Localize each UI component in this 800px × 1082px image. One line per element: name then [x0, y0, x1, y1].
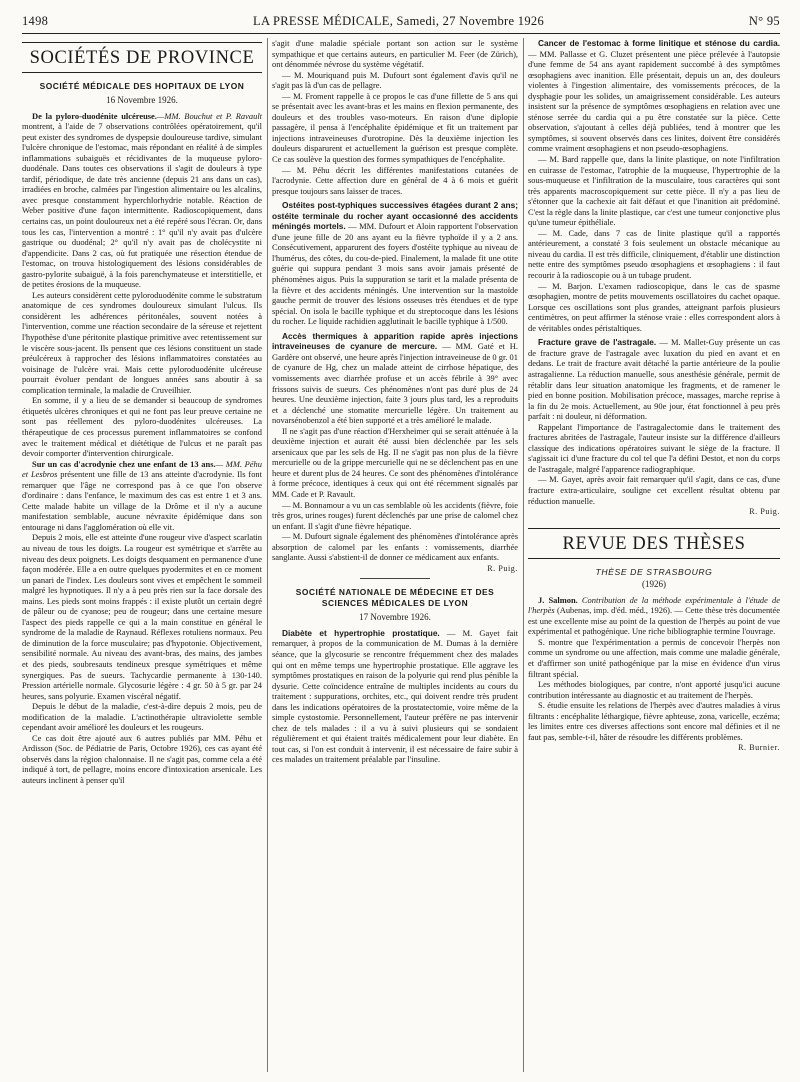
article-paragraph: — M. Dufourt signale également des phénomènes d'intolérance après absorption de calomel par les enfants : vomissements, diarrhée sanglante. Aussi s'abstient-il de donner ce médicament aux enfants.: [272, 531, 518, 563]
thesis-year: (1926): [642, 579, 666, 590]
journal-title: LA PRESSE MÉDICALE, Samedi, 27 Novembre 1926: [253, 14, 544, 28]
article-paragraph: Les méthodes biologiques, par contre, n'ont apporté jusqu'ici aucune contribution intéressante au diagnostic et au traitement de l'herpès.: [528, 679, 780, 700]
article-paragraph: — M. Cade, dans 7 cas de linite plastique qu'il a rapportés antérieurement, a constaté 3 fois seulement un obstacle mécanique au niveau du cardia. Il est très difficile, cliniquement, d'établir une distinction nette entre des symptômes pseudo œsophagiens et œsophagiens : il faut recourir à la radioscopie ou à un tubage prudent.: [528, 227, 780, 281]
header-rule: [22, 33, 780, 34]
society-heading: SOCIÉTÉ NATIONALE DE MÉDECINE ET DES SCIENCES MÉDICALES DE LYON: [295, 587, 495, 609]
article-paragraph: Sur un cas d'acrodynie chez une enfant de 13 ans.— MM. Péhu et Lesbros présentent une fille de 13 ans atteinte d'acrodynie. Ils font remarquer que l'âge ne correspond pas à ce que l'on observe d'ordinaire : dans l'enfance, le maximum des cas est entre 1 et 3 ans. Cette malade habite un village de la Drôme et il n'y a aucune manifestation semblable, aucune névraxite épidémique dans son entourage ni dans l'agglomération où elle vit.: [22, 458, 262, 532]
article-title: Cancer de l'estomac à forme linitique et sténose du cardia.: [538, 38, 780, 48]
session-date: 17 Novembre 1926.: [359, 612, 431, 623]
article-paragraph: Depuis le début de la maladie, c'est-à-dire depuis 2 mois, peu de modification de la maladie. L'actinothérapie ultraviolette semble cependant avoir amélioré les douleurs et les rougeurs.: [22, 701, 262, 733]
article-paragraph: Fracture grave de l'astragale. — M. Mallet-Guy présente un cas de fracture grave de l'astragale avec luxation du pied en avant et en dedans. Le trait de fracture avait détaché la partie antérieure de la poulie astragalienne. La réduction manuelle, sous anesthésie générale, permit de rétablir dans leur situation anatomique les fragments, et de ramener le pied en bonne position. Mobilisation précoce, massages, marche reprise à la fin du 2e mois. Actuellement, au 90e jour, état fonctionnel à peu près parfait : ni douleur, ni déformation.: [528, 337, 780, 422]
article-paragraph: — M. Bonnamour a vu un cas semblable où les accidents (fièvre, foie très gros, urines rouges) furent déclenchés par une prise de calomel chez un enfant. Il s'agit d'une fièvre hépatique.: [272, 499, 518, 531]
section-title: REVUE DES THÈSES: [528, 528, 780, 559]
article-title: De la pyloro-duodénite ulcéreuse.: [32, 110, 157, 121]
article-paragraph: Ce cas doit être ajouté aux 6 autres publiés par MM. Péhu et Ardisson (Soc. de Pédiatrie de Paris, Octobre 1926), ces cas ayant été observés dans la région chalonnaise. Il ne s'agit pas, comme cela a été indiqué à tort, de pellagre, moins encore d'intoxication arsenicale. Les auteurs inclinent à penser qu'il: [22, 732, 262, 785]
article-title: Accès thermiques à apparition rapide après injections intraveineuses de cyanure de mercure.: [272, 330, 518, 352]
article-paragraph: Ostéites post-typhiques successives étagées durant 2 ans; ostéite terminale du rocher ayant occasionné des accidents méningés mortels. — MM. Dufourt et Aloin rapportent l'observation d'une jeune fille de 20 ans ayant eu la fièvre typhoïde il y a 2 ans. Consécutivement, apparurent des foyers d'ostéite typhique au niveau de l'humérus, des côtes, du cou-de-pied. Finalement, la malade fit une otite guérie qui suppura pendant 3 mois sans avoir jamais présenté de phénomènes aigus. Puis la suppuration se tarit et la malade présenta de la fièvre et des accidents méningés. Une intervention sur la mastoïde gauche permit de trouver des lésions osseuses très étendues et de type spécial. On isola le bacille typhique et du streptocoque dans les lésions du rocher. Le liquide rachidien agglutinait le bacille typhique à 1/500.: [272, 200, 518, 327]
page-number: 1498: [22, 14, 49, 28]
article-authors: —MM. Bouchut et P. Ravault: [156, 110, 262, 121]
session-date: 16 Novembre 1926.: [106, 95, 178, 105]
article-paragraph: J. Salmon. Contribution de la méthode expérimentale à l'étude de l'herpès (Aubenas, imp. d'éd. méd., 1926). — Cette thèse très documentée est une excellente mise au point de la question de l'herpès au point de vue expérimental et pathogénique. Une riche bibliographie termine l'ouvrage.: [528, 594, 780, 637]
column-2: [272, 38, 518, 1074]
article-title: Diabète et hypertrophie prostatique.: [282, 627, 440, 638]
running-header: [22, 14, 780, 30]
thesis-title: Contribution de la méthode expérimentale à l'étude de l'herpès: [528, 594, 780, 616]
thesis-heading: THÈSE DE STRASBOURG: [595, 566, 713, 577]
thesis-author: J. Salmon.: [538, 594, 578, 605]
article-paragraph: — M. Péhu décrit les différentes manifestations cutanées de l'acrodynie. Cette affection dure en général de 4 à 6 mois et guérit presque toujours sans laisser de traces.: [272, 164, 518, 196]
article-paragraph: — M. Barjon. L'examen radioscopique, dans le cas de spasme œsophagien, montre de petits mouvements oscillatoires du cachet opaque. Lorsque ces oscillations sont plus grandes, atteignant parfois plusieurs centimètres, on peut affirmer la sténose vraie : elles correspondent alors à de véritables ondes péristaltiques.: [528, 280, 780, 333]
article-authors: — MM. Péhu et Lesbros: [22, 458, 262, 480]
article-title: Sur un cas d'acrodynie chez une enfant de 13 ans.: [32, 458, 216, 469]
article-paragraph: — M. Froment rappelle à ce propos le cas d'une fillette de 5 ans qui se présentait avec les avant-bras et les mains en flexion permanente, des douleurs et des troubles vaso-moteurs. En raison d'une diplopie passagère, il pensa à l'encéphalite épidémique et fit un traitement par injections intraveineuses d'urotropine. Dès la deuxième injection les douleurs disparurent et actuellement la guérison est presque complète. Ce cas soulève la question des formes sympathiques de l'encéphalite.: [272, 90, 518, 165]
divider: [360, 578, 430, 579]
article-paragraph: — M. Gayet, après avoir fait remarquer qu'il s'agit, dans ce cas, d'une fracture extra-articulaire, souligne cet excellent résultat obtenu par réduction manuelle.: [528, 474, 780, 506]
author-signature: R. Burnier.: [738, 743, 780, 753]
column-3: [528, 38, 780, 1074]
article-paragraph: Rappelant l'importance de l'astragalectomie dans le traitement des fractures abritées de l'astragale, l'auteur insiste sur la différence d'ailleurs classique des indications opératoires suivant le siège de la fracture. Il s'agissait ici d'une fracture du col tel que l'a défini Destot, et non du corps de l'astragale, malgré l'apparence radiographique.: [528, 421, 780, 474]
issue-number: N° 95: [748, 14, 780, 28]
article-title: Ostéites post-typhiques successives étagées durant 2 ans; ostéite terminale du rocher ayant occasionné des accidents méningés mortels.: [272, 200, 518, 232]
column-1: [22, 38, 262, 1074]
author-signature: R. Puig.: [749, 507, 780, 517]
article-paragraph: Depuis 2 mois, elle est atteinte d'une rougeur vive d'aspect scarlatin au niveau de tous les doigts. La rougeur est symétrique et s'arrête au niveau des deux poignets. Les doigts desquament en permanence d'une façon modérée. Elle a en outre quelques pyodermites et en ce moment un panari de l'index. Les douleurs sont vives et empêchent le sommeil malgré les hypnotiques. Il n'y a à peu près rien sur la face dorsale des mains. Les pieds sont moins frappés : il existe plutôt un certain degré de pâleur ou de cyanose; peu de rougeur; dans une certaine mesure l'aspect des pieds rappelle ce qui a la main constitue en général le syndrome de la maladie de Raynaud. Réflexes rotuliens normaux. Peu de diminution de la force musculaire; pas d'hypotonie. Objectivement, sensibilité normale. Au niveau des avant-bras, des mains, des jambes et des pieds, soubresauts tendineux presque symétriques et même synergiques. Pas de sueurs. Tachycardie permanente à 130-140. Pression artérielle normale. Glycosurie légère : 4 gr. 50 à 5 gr. par 24 heures, sans polyurie. Examen viscéral négatif.: [22, 532, 262, 701]
section-title: SOCIÉTÉS DE PROVINCE: [22, 42, 262, 73]
article-paragraph: Accès thermiques à apparition rapide après injections intraveineuses de cyanure de mercure. — MM. Gaté et H. Gardère ont observé, une heure après l'injection intraveineuse de 0 gr. 01 de cyanure de Hg, chez un malade atteint de cirrhose hépatique, des vomissements avec diarrhée profuse et un accès fébrile à 39° avec frissons suivis de sueurs. Ces phénomènes n'ont pas duré plus de 24 heures. Une deuxième injection, faite 3 jours plus tard, les a reproduits et a déclenché une stomatite mercurielle légère. Un traitement au novarsénobenzol a été bien supporté et a très amélioré le malade.: [272, 330, 518, 426]
column-divider: [523, 38, 524, 1072]
article-paragraph: S. étudie ensuite les relations de l'herpès avec d'autres maladies à virus filtrants : encéphalite léthargique, fièvre aphteuse, zona, varicelle, eczéma; les limites entre ces diverses affections sont encore mal définies et il ne faut pas, semble-t-il, hâter de résoudre les différents problèmes.: [528, 700, 780, 742]
article-paragraph: Diabète et hypertrophie prostatique. — M. Gayet fait remarquer, à propos de la communication de M. Dumas à la dernière séance, que la glycosurie se rencontre fréquemment chez des malades qui ont en même temps une hypertrophie prostatique. Elle aggrave les symptômes prostatiques en raison de la polyurie qui rend plus pénible la dysurie. Cette coïncidence entraîne de multiples incidents au cours du traitement : suppurations, orchites, etc., qui doivent rendre très prudent dans les indications opératoires de la prostatectomie, voire même de la simple cystostomie. Personnellement, l'auteur préfère ne pas intervenir chez de tels malades : il a vu à suivi plusieurs qui se sondaient régulièrement et qui étaient traités médicalement pour leur diabète. En tout cas, si l'on est conduit à intervenir, il est nécessaire de faire subir à ces malades un traitement préalable par l'insuline.: [272, 627, 518, 765]
article-paragraph: — M. Bard rappelle que, dans la linite plastique, on note l'infiltration en cuirasse de l'estomac, l'atrophie de la muqueuse, l'hypertrophie de la sous-muqueuse et l'infiltration de la musculaire, tous caractères qui sont très apparents macroscopiquement sur cette pièce. Il n'y a pas lieu de s'étonner que la cachexie ait fait défaut et que l'inanition ait prédominé. C'est la règle dans la linite plastique, car c'est une tumeur conjonctive plus qu'une tumeur épithéliale.: [528, 154, 780, 228]
article-paragraph: s'agit d'une maladie spéciale portant son action sur le système sympathique et que certains auteurs, en particulier M. Feer (de Zürich), ont dénommée névrose du système végétatif.: [272, 38, 518, 70]
article-paragraph: Les auteurs considèrent cette pyloroduodénite comme le substratum anatomique de ces syndromes douloureux simulant l'ulcus. Ils considèrent les adhérences péritonéales, souvent notées à l'intervention, comme une réaction secondaire de la séreuse et rejettent l'hypothèse d'une péritonite plastique primitive avec retentissement sur le viscère sous-jacent. Ils pensent que ces lésions constituent un stade préulcéreux à rapprocher des lésions inflammatoires constatées au voisinage de l'ulcère vrai. Mais cette pyloroduodénite ulcéreuse pourrait évoluer pendant de longues années sans aboutir à sa complication terminale, la maladie de Cruveilhier.: [22, 289, 262, 395]
article-paragraph: De la pyloro-duodénite ulcéreuse.—MM. Bouchut et P. Ravault montrent, à l'aide de 7 observations contrôlées opératoirement, qu'il peut exister des syndromes de dyspepsie douloureuse tardive, simulant l'ulcère chronique de l'estomac, mais répondant en réalité à de simples inflammations subaiguës et récidivantes de la muqueuse pyloro-duodénale. Dans toutes ces observations il s'agit de douleurs à type tardif, périodique, de date très ancienne (depuis 21 ans dans un cas), irradiées en broche, calmées par l'ingestion alimentaire ou les alcalins, avec presque constamment hyperchlorhydrie notable. Réaction de Weber positive d'une façon intermittente. Radioscopiquement, dans certains cas, un point douloureux net a été repéré sous l'écran. Or, dans tous les cas, l'intervention a montré : 1° qu'il n'y avait pas d'ulcère gastrique ou duodénal; 2° qu'il n'y avait pas de cholécystite ni d'appendicite. Dans 2 cas, où fut pratiquée une résection étendue de l'estomac, on trouva histologiquement des lésions considérables de gastro-pylorite subaiguë, à la fois parenchymateuse et interstitielle, et de petites érosions de la muqueuse.: [22, 110, 262, 290]
article-paragraph: S. montre que l'expérimentation a permis de concevoir l'herpès non comme un syndrome ou une affection, mais comme une maladie générale, et d'affirmer son unité pathogénique par la mise en évidence d'un virus filtrant spécial.: [528, 636, 780, 679]
article-paragraph: En somme, il y a lieu de se demander si beaucoup de syndromes étiquetés ulcères chroniques et qui ne font pas leur preuve certaine ne sont pas réellement des pyloro-duodénites ulcéreuses. La thérapeutique de ces processus purement inflammatoires se confond avec le traitement médical et diététique de l'ulcus et ne paraît pas devoir comporter d'intervention chirurgicale.: [22, 395, 262, 459]
article-title: Fracture grave de l'astragale.: [538, 337, 657, 348]
article-paragraph: Il ne s'agit pas d'une réaction d'Herxheimer qui se serait atténuée à la deuxième injection et aurait été aussi bien déclenchée par les sels arsenicaux que par les sels de Hg. Il ne s'agit pas non plus de la fièvre mercurielle ou de la grippe mercurielle qui ne se déclenchent pas en une heure et durent plus de 24 heures. Ce sont des phénomènes d'intolérance à forme précoce, identiques à ceux qui ont été récemment signalés par MM. Cade et P. Ravault.: [272, 425, 518, 499]
article-paragraph: — M. Mouriquand puis M. Dufourt sont également d'avis qu'il ne s'agit pas là d'un cas de pellagre.: [272, 69, 518, 91]
society-heading: SOCIÉTÉ MÉDICALE DES HOPITAUX DE LYON: [39, 81, 245, 91]
article-paragraph: Cancer de l'estomac à forme linitique et sténose du cardia. — MM. Pallasse et G. Cluzet présentent une pièce prélevée à l'autopsie d'une femme de 54 ans ayant rapidement succombé à des symptômes œsophagiens avec inanition. Elle présentait, depuis un an, des douleurs violentes à l'ingestion alimentaire, des vomissements précoces, de la dysphagie pour les solides, un amaigrissement considérable. Les auteurs insistent sur la présence de symptômes œsophagiens en relation avec une sténose serrée du cardia qui a pu être constatée sur la pièce. Cette observation, s'ajoutant à celles déjà publiées, tend à montrer que les symptômes, si souvent observés dans ces linites, doivent être considérés comme vraiment œsophagiens et non pseudo-œsophagiens.: [528, 38, 780, 154]
column-divider: [267, 38, 268, 1072]
author-signature: R. Puig.: [487, 563, 518, 573]
